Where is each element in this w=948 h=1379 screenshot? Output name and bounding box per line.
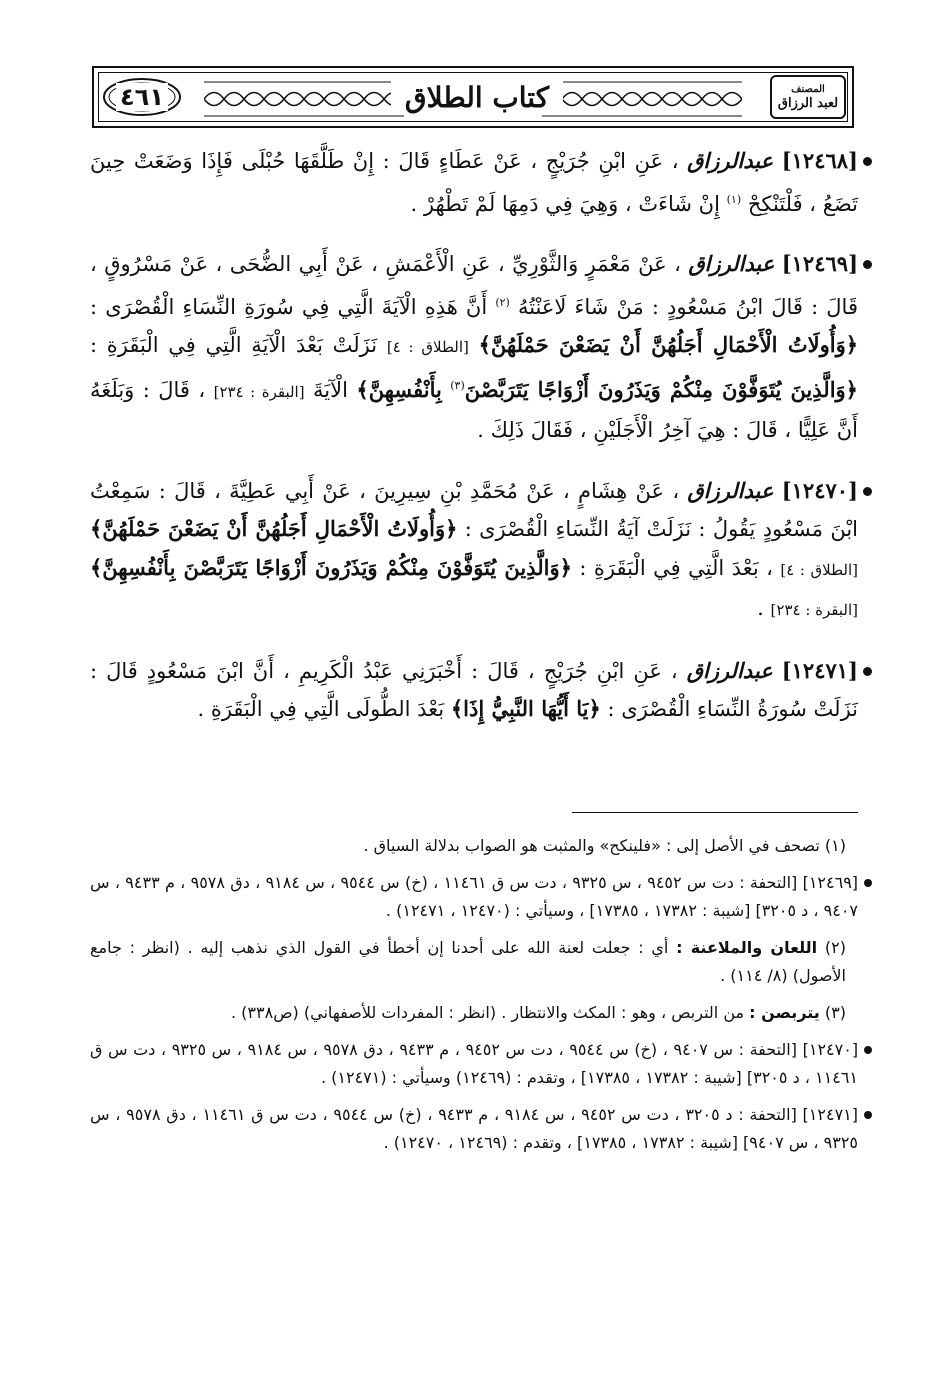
- quran-verse: ﴿وَالَّذِينَ يُتَوَفَّوْنَ مِنْكُمْ وَيَذَرُونَ أَزْوَاجًا يَتَرَبَّصْنَ: [464, 376, 858, 402]
- hadith-author: عبدالرزاق: [688, 251, 775, 276]
- quran-verse: ﴿وَالَّذِينَ يُتَوَفَّوْنَ مِنْكُمْ وَيَذَرُونَ أَزْوَاجًا يَتَرَبَّصْنَ بِأَنْفُسِهِنَّ﴾: [90, 554, 572, 580]
- hadith-text-continued: أَنَّ هَذِهِ الْآيَةَ الَّتِي فِي سُورَةِ النِّسَاءِ الْقُصْرَى :: [90, 294, 488, 319]
- footnote-mark: (٣): [450, 378, 465, 392]
- note-bullet-icon: [864, 1046, 872, 1054]
- hadith-number: [١٢٤٦٩]: [781, 251, 858, 276]
- footnote-term: يتربصن :: [749, 1003, 820, 1022]
- verse-reference: [البقرة : ٢٣٤]: [770, 601, 858, 619]
- verse-reference: [الطلاق : ٤]: [386, 338, 469, 356]
- decorative-band-right-icon: [542, 76, 742, 122]
- hadith-text-continued: إِنْ شَاءَتْ ، وَهِيَ فِي دَمِهَا لَمْ تَطْهُرْ .: [410, 191, 720, 216]
- decorative-band-left-icon: [204, 76, 404, 122]
- takhrij-text: [التحفة : د ٣٢٠٥ ، دت س ٩٤٥٢ ، س ٩١٨٤ ، م ٩٤٣٣ ، (خ) س ٩٥٤٤ ، دت س ق ١١٤٦١ ، دق ٩٥٧٨ ، س ٩٣٢٥ ، س ٩٤٠٧] [شيبة : ١٧٣٨٢ ، ١٧٣٨٥] ، وتقدم : (١٢٤٦٩ ، ١٢٤٧٠) .: [90, 1105, 858, 1152]
- footnote-2: [90, 934, 858, 990]
- footnote-mark: (٢): [495, 295, 510, 309]
- verse-reference: [الطلاق : ٤]: [780, 560, 858, 579]
- quran-verse: ﴿يَا أَيُّهَا النَّبِيُّ إِذَا﴾: [450, 696, 601, 721]
- hadith-text-continued: الْآيَةَ: [313, 377, 348, 402]
- note-bullet-icon: [864, 879, 872, 887]
- hadith-text: ، عَنِ ابْنِ جُرَيْجٍ ، قَالَ : أَخْبَرَنِي عَبْدُ الْكَرِيمِ ، أَنَّ ابْنَ مَسْعُودٍ قَالَ : نَزَلَتْ سُورَةُ النِّسَاءِ الْقُصْرَى :: [90, 658, 858, 721]
- hadith-number: [١٢٤٧١]: [781, 657, 858, 683]
- hadith-bullet-icon: [863, 157, 872, 166]
- hadith-number: [١٢٤٦٨]: [781, 148, 858, 173]
- main-text: [90, 142, 858, 751]
- hadith-12470: [90, 472, 858, 630]
- page-number-ornament: [100, 75, 184, 119]
- page-number: ٤٦١: [116, 83, 168, 111]
- logo-line-2: لعبد الرزاق: [777, 95, 839, 111]
- hadith-text-continued: .: [757, 596, 764, 620]
- takhrij-12469: [90, 869, 858, 925]
- verse-reference: [البقرة : ٢٣٤]: [213, 382, 305, 401]
- hadith-12468: [90, 142, 858, 223]
- book-logo: [770, 75, 846, 119]
- footnote-text: أي : جعلت لعنة الله على أحدنا إن أخطأ في القول الذي نذهب إليه . (انظر : جامع الأصول) (٨/ ١١٤) .: [90, 938, 846, 985]
- hadith-number: [١٢٤٧٠]: [781, 477, 858, 503]
- note-bullet-icon: [864, 1111, 872, 1119]
- page-header: [92, 66, 854, 128]
- footnote-text: من التربص ، وهو : المكث والانتظار . (انظر : المفردات للأصفهاني) (ص٣٣٨) .: [230, 1003, 745, 1022]
- quran-verse-continued: بِأَنْفُسِهِنَّ﴾: [356, 376, 442, 402]
- takhrij-label: [١٢٤٧٠]: [802, 1040, 859, 1059]
- takhrij-12470: [90, 1036, 858, 1092]
- hadith-author: عبدالرزاق: [686, 657, 773, 683]
- footnote-mark: (١): [726, 192, 742, 206]
- footnote-label: (٣): [824, 1003, 846, 1022]
- takhrij-label: [١٢٤٧١]: [802, 1105, 859, 1124]
- hadith-12469: [90, 245, 858, 450]
- footnote-term: اللعان والملاعنة :: [676, 938, 818, 957]
- footnote-3: [90, 999, 858, 1027]
- hadith-bullet-icon: [863, 260, 872, 269]
- hadith-text-continued: ، قَالَ : وَبَلَغَهُ أَنَّ عَلِيًّا ، قَالَ : هِيَ آخِرُ الْأَجَلَيْنِ ، فَقَالَ ذَلِكَ .: [90, 377, 858, 442]
- hadith-author: عبدالرزاق: [687, 477, 774, 503]
- footnote-label: (١): [824, 836, 846, 855]
- footnote-text: تصحف في الأصل إلى : «فلينكح» والمثبت هو الصواب بدلالة السياق .: [363, 836, 820, 855]
- hadith-author: عبدالرزاق: [687, 148, 774, 173]
- quran-verse: ﴿وَأُولَاتُ الْأَحْمَالِ أَجَلُهُنَّ أَنْ يَضَعْنَ حَمْلَهُنَّ﴾: [478, 332, 859, 357]
- takhrij-text: [التحفة : دت س ٩٤٥٢ ، س ٩٣٢٥ ، دت س ق ١١٤٦١ ، (خ) س ٩٥٤٤ ، س ٩١٨٤ ، دق ٩٥٧٨ ، م ٩٤٣٣ ، س ٩٤٠٧ ، د ٣٢٠٥] [شيبة : ١٧٣٨٢ ، ١٧٣٨٥] ، وسيأتي : (١٢٤٧٠ ، ١٢٤٧١) .: [90, 873, 858, 920]
- hadith-text-continued: ، بَعْدَ الَّتِي فِي الْبَقَرَةِ :: [579, 555, 773, 580]
- logo-line-1: المصنف: [791, 83, 825, 95]
- takhrij-text: [التحفة : س ٩٤٠٧ ، (خ) س ٩٥٤٤ ، دت س ٩٤٥٢ ، م ٩٤٣٣ ، دق ٩٥٧٨ ، س ٩١٨٤ ، س ٩٣٢٥ ، دت س ق ١١٤٦١ ، د ٣٢٠٥] [شيبة : ١٧٣٨٢ ، ١٧٣٨٥] ، وتقدم : (١٢٤٦٩) وسيأتي : (١٢٤٧١) .: [90, 1040, 858, 1087]
- footnote-divider: [572, 812, 858, 813]
- footnote-1: [90, 832, 858, 860]
- hadith-text: ، عَنْ هِشَامٍ ، عَنْ مُحَمَّدِ بْنِ سِيرِينَ ، عَنْ أَبِي عَطِيَّةَ ، قَالَ : سَمِعْتُ ابْنَ مَسْعُودٍ يَقُولُ : نَزَلَتْ آيَةُ النِّسَاءِ الْقُصْرَى :: [90, 478, 858, 541]
- page-title: كتاب الطلاق: [391, 81, 563, 114]
- takhrij-12471: [90, 1101, 858, 1157]
- footnotes: [90, 832, 858, 1166]
- hadith-text-continued: نَزَلَتْ بَعْدَ الْآيَةِ الَّتِي فِي الْبَقَرَةِ :: [90, 333, 378, 357]
- hadith-12471: [90, 652, 858, 729]
- hadith-bullet-icon: [863, 667, 872, 676]
- hadith-text-continued: بَعْدَ الطُّولَى الَّتِي فِي الْبَقَرَةِ .: [197, 697, 445, 721]
- takhrij-label: [١٢٤٦٩]: [802, 873, 859, 892]
- hadith-text: ، عَنْ مَعْمَرٍ وَالثَّوْرِيِّ ، عَنِ الْأَعْمَشِ ، عَنْ أَبِي الضُّحَى ، عَنْ مَسْرُوقٍ ، قَالَ : قَالَ ابْنُ مَسْعُودٍ : مَنْ شَاءَ لَاعَنْتُهُ: [90, 252, 858, 319]
- quran-verse: ﴿وَأُولَاتُ الْأَحْمَالِ أَجَلُهُنَّ أَنْ يَضَعْنَ حَمْلَهُنَّ﴾: [90, 516, 458, 541]
- hadith-text: ، عَنِ ابْنِ جُرَيْجٍ ، عَنْ عَطَاءٍ قَالَ : إِنْ طَلَّقَهَا حُبْلَى فَإِذَا وَضَعَتْ حِينَ تَضَعُ ، فَلْتَنْكِحْ: [90, 149, 858, 216]
- hadith-bullet-icon: [863, 487, 872, 496]
- footnote-label: (٢): [824, 938, 846, 957]
